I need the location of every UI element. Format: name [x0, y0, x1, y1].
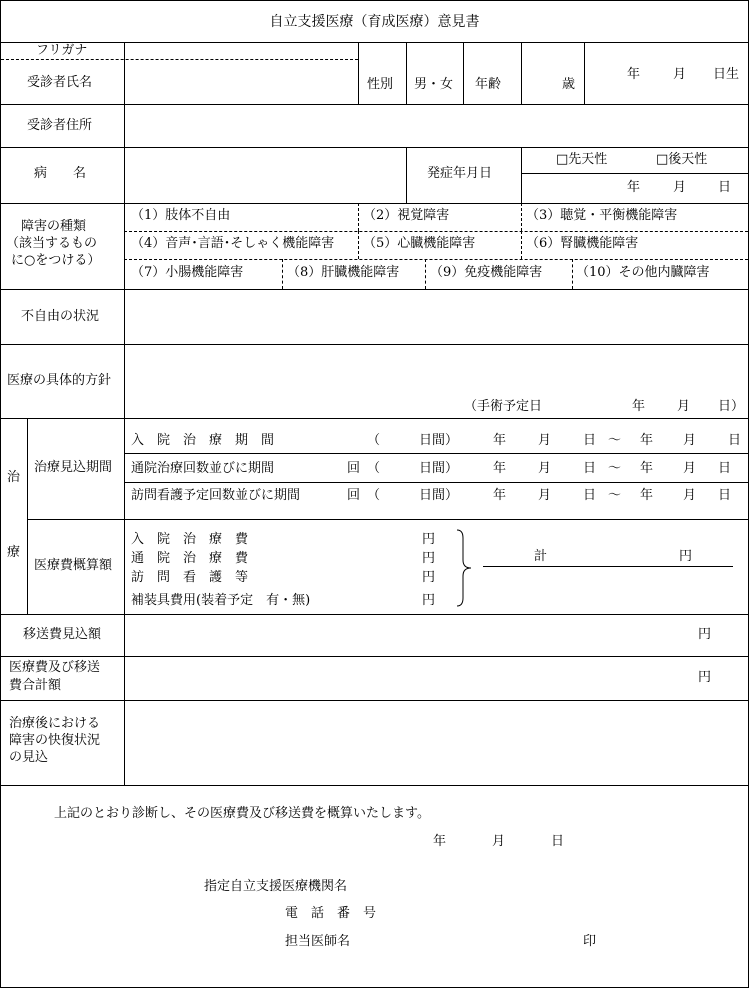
total-cost-label-2: 費合計額 — [9, 678, 62, 693]
sign-month-unit: 月 — [492, 834, 506, 849]
divider — [282, 259, 283, 289]
divider — [1, 700, 748, 701]
to-month: 月 — [683, 461, 697, 476]
total-cost-unit: 円 — [698, 670, 712, 685]
phone-label: 電 話 番 号 — [285, 906, 377, 921]
cost-unit: 円 — [422, 551, 436, 566]
divider — [124, 259, 748, 260]
cost-unit: 円 — [422, 593, 436, 608]
onset-label: 発症年月日 — [427, 166, 493, 181]
disability-option[interactable]: （2）視覚障害 — [363, 208, 450, 223]
disability-label-2: （該当するもの — [6, 236, 98, 251]
divider — [521, 173, 748, 174]
from-day: 日 — [583, 488, 597, 503]
divider — [1, 147, 748, 148]
acquired-label: 後天性 — [668, 152, 708, 167]
to-year: 年 — [640, 461, 654, 476]
disability-option[interactable]: （4）音声･言語･そしゃく機能障害 — [131, 236, 335, 251]
statement: 上記のとおり診断し、その医療費及び移送費を概算いたします。 — [54, 806, 430, 821]
checkbox-icon[interactable]: □ — [556, 152, 569, 167]
divider — [521, 231, 522, 259]
doctor-label: 担当医師名 — [285, 934, 351, 949]
range-tilde: 〜 — [608, 461, 622, 476]
congenital-label: 先天性 — [568, 152, 608, 167]
disability-label-1: 障害の種類 — [21, 219, 87, 234]
disability-option[interactable]: （8）肝臓機能障害 — [287, 265, 400, 280]
divider — [521, 147, 522, 203]
divider — [1, 203, 748, 204]
period-row-label: 訪問看護予定回数並びに期間 — [131, 488, 301, 503]
divider — [124, 231, 748, 232]
total-cost-label-1: 医療費及び移送 — [9, 660, 101, 675]
surgery-year-unit: 年 — [632, 399, 646, 414]
recovery-label-2: 障害の快復状況 — [9, 733, 101, 748]
to-day: 日 — [718, 461, 732, 476]
cost-unit: 円 — [422, 532, 436, 547]
divider — [1, 59, 358, 60]
period-row-label: 通院治療回数並びに期間 — [131, 461, 275, 476]
divider — [1, 104, 748, 105]
from-day: 日 — [583, 461, 597, 476]
divider — [406, 147, 407, 203]
divider — [572, 259, 573, 289]
disability-option[interactable]: （7）小腸機能障害 — [131, 265, 244, 280]
divider — [1, 656, 748, 657]
from-month: 月 — [538, 433, 552, 448]
sex-label: 性別 — [367, 77, 394, 92]
period-days: （ 日間） — [367, 488, 459, 503]
birth-month-unit: 月 — [673, 67, 687, 82]
divider — [1, 614, 748, 615]
from-year: 年 — [493, 488, 507, 503]
divider — [1, 42, 748, 43]
divider — [1, 418, 748, 419]
disability-option[interactable]: （5）心臓機能障害 — [363, 236, 476, 251]
surgery-date-label: （手術予定日 — [464, 399, 543, 414]
sign-year-unit: 年 — [433, 834, 447, 849]
range-tilde: 〜 — [608, 488, 622, 503]
name-label: 受診者氏名 — [27, 75, 93, 90]
disability-option[interactable]: （9）免疫機能障害 — [430, 265, 543, 280]
right-brace-icon — [453, 528, 475, 608]
divider — [27, 519, 748, 520]
age-label: 年齢 — [475, 77, 502, 92]
cost-label: 医療費概算額 — [34, 558, 113, 573]
disability-option[interactable]: （6）腎臓機能障害 — [526, 236, 639, 251]
transport-label: 移送費見込額 — [23, 627, 102, 642]
onset-day-unit: 日 — [718, 180, 732, 195]
range-tilde: 〜 — [608, 433, 622, 448]
divider — [358, 203, 359, 231]
acquired-option[interactable] — [656, 153, 707, 168]
recovery-label-1: 治療後における — [9, 716, 101, 731]
to-month: 月 — [683, 433, 697, 448]
institution-label: 指定自立支援医療機関名 — [204, 879, 348, 894]
total-line — [483, 566, 733, 567]
onset-month-unit: 月 — [673, 180, 687, 195]
divider — [521, 203, 522, 231]
transport-unit: 円 — [698, 627, 712, 642]
cost-row-label: 補装具費用(装着予定 有・無) — [131, 593, 311, 608]
to-year: 年 — [640, 433, 654, 448]
cost-row-label: 通 院 治 療 費 — [131, 551, 249, 566]
birth-year-unit: 年 — [627, 67, 641, 82]
congenital-option[interactable] — [556, 153, 607, 168]
period-count-unit: 回 — [347, 461, 361, 476]
treatment-side-label: 治 — [7, 470, 21, 485]
cost-unit: 円 — [422, 570, 436, 585]
divider — [124, 482, 748, 483]
surgery-month-unit: 月 — [677, 399, 691, 414]
recovery-label-3: の見込 — [9, 750, 49, 765]
divider — [406, 42, 407, 104]
disability-option[interactable]: （3）聴覚・平衡機能障害 — [526, 208, 678, 223]
total-label: 計 — [534, 549, 548, 564]
from-year: 年 — [493, 433, 507, 448]
divider — [1, 289, 748, 290]
from-year: 年 — [493, 461, 507, 476]
divider — [463, 42, 464, 104]
seal-mark: 印 — [583, 934, 597, 949]
period-label: 治療見込期間 — [34, 460, 113, 475]
sign-day-unit: 日 — [551, 834, 565, 849]
cost-row-label: 訪 問 看 護 等 — [131, 570, 249, 585]
birth-day-unit: 日生 — [713, 67, 740, 82]
policy-label: 医療の具体的方針 — [7, 373, 112, 388]
divider — [1, 344, 748, 345]
period-count-unit: 回 — [347, 488, 361, 503]
divider — [124, 42, 125, 785]
period-days: （ 日間） — [367, 433, 459, 448]
divider — [584, 42, 585, 104]
divider — [358, 42, 359, 104]
from-month: 月 — [538, 461, 552, 476]
divider — [124, 453, 748, 454]
to-day: 日 — [718, 488, 732, 503]
disability-option[interactable]: （1）肢体不自由 — [131, 208, 231, 223]
to-year: 年 — [640, 488, 654, 503]
address-label: 受診者住所 — [27, 118, 93, 133]
divider — [521, 42, 522, 104]
age-unit: 歳 — [562, 77, 576, 92]
divider — [27, 418, 28, 614]
divider — [358, 231, 359, 259]
disability-label-3: に○をつける） — [11, 253, 101, 268]
period-days: （ 日間） — [367, 461, 459, 476]
divider — [1, 785, 748, 786]
treatment-side-label: 療 — [7, 545, 21, 560]
sex-options[interactable]: 男・女 — [414, 77, 454, 92]
surgery-day-unit: 日） — [718, 399, 745, 414]
onset-year-unit: 年 — [627, 180, 641, 195]
to-month: 月 — [683, 488, 697, 503]
condition-label: 不自由の状況 — [21, 309, 100, 324]
period-row-label: 入 院 治 療 期 間 — [131, 433, 275, 448]
to-day: 日 — [728, 433, 742, 448]
checkbox-icon[interactable]: □ — [656, 152, 669, 167]
from-month: 月 — [538, 488, 552, 503]
disease-label: 病 名 — [34, 166, 87, 181]
disability-option[interactable]: （10）その他内臓障害 — [576, 265, 710, 280]
form-title: 自立支援医療（育成医療）意見書 — [269, 14, 480, 30]
divider — [425, 259, 426, 289]
furigana-label: フリガナ — [36, 43, 88, 58]
cost-row-label: 入 院 治 療 費 — [131, 532, 249, 547]
total-unit: 円 — [679, 549, 693, 564]
from-day: 日 — [583, 433, 597, 448]
